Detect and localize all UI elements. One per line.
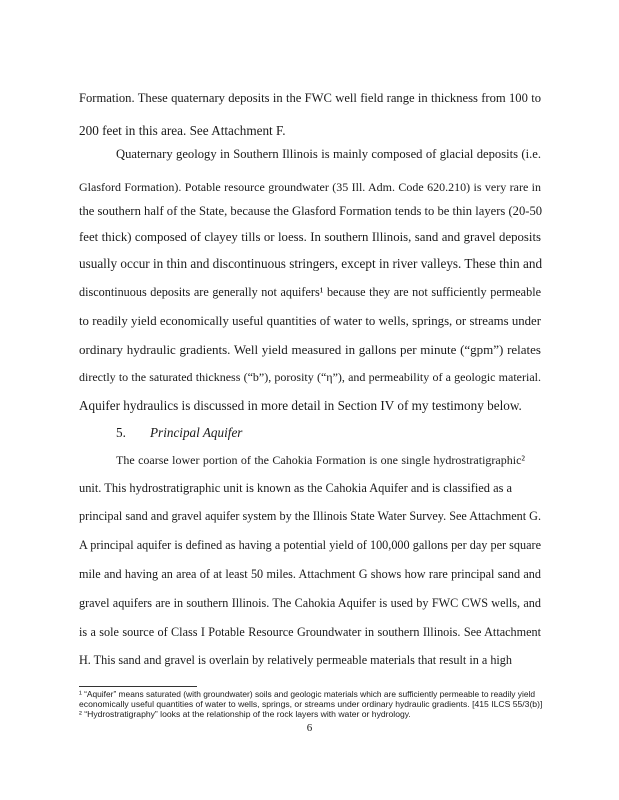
- body-text-line: Quaternary geology in Southern Illinois is mainly composed of glacial deposits (i.e.: [116, 147, 541, 161]
- section-title: Principal Aquifer: [150, 425, 243, 440]
- body-text-line: directly to the saturated thickness (“b”), porosity (“η”), and permeability of a geologic material.: [79, 370, 541, 384]
- body-text-line: Aquifer hydraulics is discussed in more detail in Section IV of my testimony below.: [79, 398, 522, 413]
- body-text-line: is a sole source of Class I Potable Resource Groundwater in southern Illinois. See Attachment: [79, 625, 541, 639]
- body-text-line: Glasford Formation). Potable resource groundwater (35 Ill. Adm. Code 620.210) is very rare in: [79, 180, 541, 194]
- section-number: 5.: [116, 425, 126, 440]
- footnote-line: ² “Hydrostratigraphy” looks at the relationship of the rock layers with water or hydrology.: [79, 709, 411, 719]
- body-text-line: unit. This hydrostratigraphic unit is known as the Cahokia Aquifer and is classified as a: [79, 481, 513, 495]
- body-text-line: discontinuous deposits are generally not aquifers¹ because they are not sufficiently permeable: [79, 285, 541, 299]
- body-text-line: to readily yield economically useful quantities of water to wells, springs, or streams under: [79, 314, 541, 328]
- footnote-line: economically useful quantities of water to wells, springs, or streams under ordinary hydraulic gradients. [415 ILCS 55/3(b)]: [79, 699, 543, 709]
- body-text-line: The coarse lower portion of the Cahokia Formation is one single hydrostratigraphic²: [116, 453, 525, 467]
- body-text-line: Formation. These quaternary deposits in the FWC well field range in thickness from 100 to: [79, 91, 541, 105]
- body-text-line: the southern half of the State, because the Glasford Formation tends to be thin layers (20-50: [79, 204, 543, 218]
- body-text-line: feet thick) composed of clayey tills or loess. In southern Illinois, sand and gravel deposits: [79, 230, 541, 244]
- body-text-line: ordinary hydraulic gradients. Well yield measured in gallons per minute (“gpm”) relates: [79, 342, 541, 357]
- body-text-line: usually occur in thin and discontinuous stringers, except in river valleys. These thin and: [79, 256, 543, 271]
- footnote-line: ¹ “Aquifer” means saturated (with groundwater) soils and geologic materials which are sufficiently permeable to readily yield: [79, 689, 536, 699]
- body-text-line: principal sand and gravel aquifer system by the Illinois State Water Survey. See Attachment G.: [79, 509, 541, 523]
- body-text-line: mile and having an area of at least 50 miles. Attachment G shows how rare principal sand and: [79, 567, 541, 581]
- footnote-divider: [79, 686, 197, 687]
- section-heading: [116, 425, 242, 441]
- body-text-line: H. This sand and gravel is overlain by relatively permeable materials that result in a high: [79, 653, 512, 667]
- page-number: 6: [306, 722, 313, 734]
- body-text-line: 200 feet in this area. See Attachment F.: [79, 123, 286, 138]
- body-text-line: gravel aquifers are in southern Illinois. The Cahokia Aquifer is used by FWC CWS wells, and: [79, 596, 541, 610]
- body-text-line: A principal aquifer is defined as having a potential yield of 100,000 gallons per day per square: [79, 538, 541, 552]
